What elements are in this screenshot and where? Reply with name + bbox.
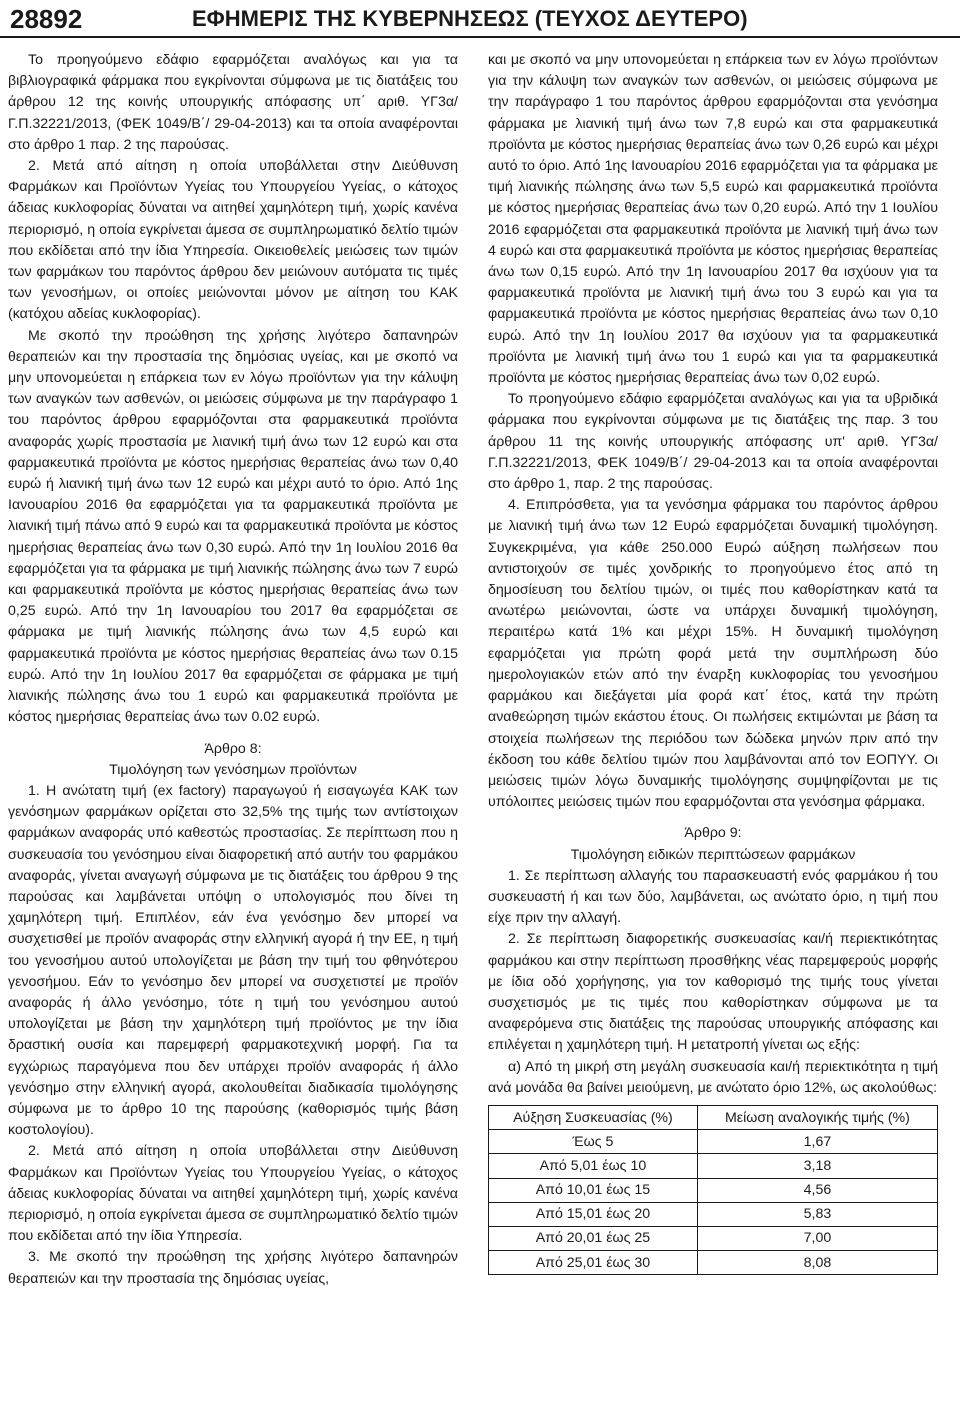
gazette-title: ΕΦΗΜΕΡΙΣ ΤΗΣ ΚΥΒΕΡΝΗΣΕΩΣ (ΤΕΥΧΟΣ ΔΕΥΤΕΡΟ) xyxy=(192,6,748,31)
table-cell: 7,00 xyxy=(697,1226,937,1250)
paragraph: 2. Μετά από αίτηση η οποία υποβάλλεται στην Διεύθυνση Φαρμάκων και Προϊόντων Υγείας του Υπουργείου Υγείας, ο κάτοχος άδειας κυκλοφορίας δύναται να αιτηθεί χαμηλότερη τιμή, χωρίς κανένα περιορισμό, η οποία εγκρίνεται άμεσα σε συμπληρωματικό δελτίο τιμών που εκδίδεται από την ίδια Υπηρεσία. xyxy=(8,1143,458,1245)
paragraph: Με σκοπό την προώθηση της χρήσης λιγότερο δαπανηρών θεραπειών και την προστασία της δημόσιας υγείας, και με σκοπό να μην υπονομεύεται η επάρκεια των εν λόγω προϊόντων για την κάλυψη των αναγκών των ασθενών, οι μειώσεις σύμφωνα με την παράγραφο 1 του παρόντος άρθρου εφαρμόζονται στα φαρμακευτικά προϊόντα αναφοράς χωρίς προστασία με λιανική τιμή άνω των 12 ευρώ και στα φαρμακευτικά προϊόντα με κόστος ημερήσιας θεραπείας άνω των 0,40 ευρώ ή λιανική τιμή άνω των 12 ευρώ και μέχρι αυτό το όριο. Από 1ης Ιανουαρίου 2016 θα εφαρμόζεται για τα φαρμακευτικά προϊόντα με λιανική τιμή πάνω από 9 ευρώ και τα φαρμακευτικά προϊόντα με κόστος ημερήσιας θεραπείας άνω των 0,30 ευρώ. Από την 1η Ιουλίου 2016 θα εφαρμόζεται για τα φάρμακα με τιμή λιανικής πώλησης άνω των 7 ευρώ και φαρμακευτικά προϊόντα με κόστος ημερήσιας θεραπείας άνω των 0,25 ευρώ. Από την 1η Ιανουαρίου του 2017 θα εφαρμόζεται σε φάρμακα με τιμή λιανικής πώλησης άνω των 4,5 ευρώ και φαρμακευτικά προϊόντα με κόστος ημερήσιας θεραπείας άνω των 0.15 ευρώ. Από την 1η Ιουλίου 2017 θα εφαρμόζεται σε φάρμακα με τιμή λιανικής πώλησης άνω του 1 ευρώ και φαρμακευτικά προϊόντα με κόστος ημερήσιας θεραπείας άνω των 0.02 ευρώ. xyxy=(8,327,458,726)
left-column xyxy=(8,50,458,1290)
table-cell: 1,67 xyxy=(697,1130,937,1154)
table-cell: Από 20,01 έως 25 xyxy=(489,1226,698,1250)
table-cell: Από 10,01 έως 15 xyxy=(489,1178,698,1202)
paragraph: 2. Σε περίπτωση διαφορετικής συσκευασίας και/ή περιεκτικότητας φαρμάκου και στην περίπτωση προσθήκης νέας παρεμφερούς μορφής με ίδια οδό χορήγησης, για τον καθορισμό της τιμής τους γίνεται συσχετισμός με τις τιμές που καθορίστηκαν σύμφωνα με τα αναφερόμενα στις διατάξεις της παρούσας υπουργικής απόφασης και επιλέγεται η χαμηλότερη τιμή. Η μετατροπή γίνεται ως εξής: xyxy=(488,931,938,1054)
table-cell: 5,83 xyxy=(697,1202,937,1226)
table-cell: 4,56 xyxy=(697,1178,937,1202)
article-subtitle: Τιμολόγηση των γενόσημων προϊόντων xyxy=(109,761,357,778)
table-row xyxy=(489,1154,938,1178)
paragraph: α) Από τη μικρή στη μεγάλη συσκευασία και/ή περιεκτικότητα η τιμή ανά μονάδα θα βαίνει μειούμενη, με ανώτατο όριο 12%, ως ακολούθως: xyxy=(488,1058,938,1096)
table-cell: Έως 5 xyxy=(489,1130,698,1154)
article-9-heading xyxy=(488,823,938,865)
paragraph: 4. Επιπρόσθετα, για τα γενόσημα φάρμακα του παρόντος άρθρου με λιανική τιμή άνω των 12 Ευρώ εφαρμόζεται δυναμική τιμολόγηση. Συγκεκριμένα, για κάθε 250.000 Ευρώ αύξηση πωλήσεων που αντιστοιχούν σε τιμές χονδρικής το προηγούμενο έτος από τη δημοσίευση του δελτίου τιμών, οι τιμές που καθορίστηκαν κατά τα ανωτέρω μειώνονται, ώστε να υπάρχει δυναμική τιμολόγηση, περαιτέρω κατά 1% και μέχρι 15%. Η δυναμική τιμολόγηση εφαρμόζεται για πρώτη φορά μετά την συμπλήρωση δύο ημερολογιακών ετών από την έναρξη κυκλοφορίας του γενοσήμου φαρμάκου και διεξάγεται μία φορά κατ΄ έτος, κατά την πρώτη αναθεώρηση τιμών εκάστου έτους. Οι πωλήσεις εκτιμώνται με βάση τα στοιχεία πωλήσεων της περιόδου των δώδεκα μηνών πριν από την έκδοση του κάθε δελτίου τιμών που λαμβάνονται από τον ΕΟΠΥΥ. Οι μειώσεις τιμών λόγω δυναμικής τιμολόγησης συμψηφίζονται με τις υπόλοιπες μειώσεις τιμών που εφαρμόζονται στα γενόσημα φάρμακα. xyxy=(488,497,938,811)
page-number: 28892 xyxy=(10,4,83,34)
table-row xyxy=(489,1202,938,1226)
paragraph: Το προηγούμενο εδάφιο εφαρμόζεται αναλόγως και για τα υβριδικά φάρμακα που εγκρίνονται σύμφωνα με τις διατάξεις της παρ. 3 του άρθρου 11 της κοινής υπουργικής απόφασης υπ' αριθ. ΥΓ3α/Γ.Π.32221/2013, ΦΕΚ 1049/Β΄/ 29-04-2013 και τα οποία αναφέρονται στο άρθρο 1, παρ. 2 της παρούσας. xyxy=(488,391,938,493)
article-title: Άρθρο 8: xyxy=(204,740,262,757)
header-rule xyxy=(0,36,960,38)
paragraph: 1. Η ανώτατη τιμή (ex factory) παραγωγού ή εισαγωγέα ΚΑΚ των γενόσημων φαρμάκων ορίζεται στο 32,5% της τιμής των αντίστοιχων φαρμάκων αναφοράς υπό καθεστώς προστασίας. Σε περίπτωση που η συσκευασία του γενόσημου είναι διαφορετική από αυτήν του φαρμάκου αναφοράς, γίνεται αναγωγή σύμφωνα με τις διατάξεις του άρθρου 9 της παρούσας και λαμβάνεται υπόψη ο υπολογισμός που δίνει τη χαμηλότερη τιμή. Επιπλέον, εάν ένα γενόσημο δεν μπορεί να συσχετισθεί με προϊόν αναφοράς στην ελληνική αγορά ή την ΕΕ, η τιμή του γενοσήμου αυτού υπολογίζεται με βάση την τιμή του φθηνότερου γενοσήμου. Εάν το γενόσημο δεν μπορεί να συσχετιστεί με προϊόν αναφοράς ή άλλο γενόσημο, τότε η τιμή του γενόσημου αυτού υπολογίζεται με βάση την χαμηλότερη τιμή προϊόντος με την ίδια δραστική ουσία και παρεμφερή φαρμακοτεχνική μορφή. Για τα εγχώριως παραγόμενα που δεν υπάρχει προϊόν αναφοράς ή άλλο γενόσημο στην ελληνική αγορά, ακολουθείται διαδικασία τιμολόγησης σύμφωνα με το άρθρο 10 της παρούσης (καθορισμός τιμής βάση κοστολογίου). xyxy=(8,782,458,1139)
article-subtitle: Τιμολόγηση ειδικών περιπτώσεων φαρμάκων xyxy=(570,846,856,863)
article-title: Άρθρο 9: xyxy=(684,825,742,842)
price-reduction-table xyxy=(488,1105,938,1275)
table-cell: Από 25,01 έως 30 xyxy=(489,1251,698,1275)
column-header: Μείωση αναλογικής τιμής (%) xyxy=(697,1105,937,1129)
right-column xyxy=(488,50,938,1275)
table-cell: 3,18 xyxy=(697,1154,937,1178)
table-header-row xyxy=(489,1105,938,1129)
table-cell: Από 5,01 έως 10 xyxy=(489,1154,698,1178)
page-header xyxy=(0,0,960,40)
table-row xyxy=(489,1130,938,1154)
article-8-heading xyxy=(8,739,458,781)
paragraph: 1. Σε περίπτωση αλλαγής του παρασκευαστή ενός φαρμάκου ή του συσκευαστή ή και των δύο, λαμβάνεται, ως ανώτατο όριο, η τιμή που είχε πριν την αλλαγή. xyxy=(488,867,938,927)
column-header: Αύξηση Συσκευασίας (%) xyxy=(489,1105,698,1129)
paragraph: 2. Μετά από αίτηση η οποία υποβάλλεται στην Διεύθυνση Φαρμάκων και Προϊόντων Υγείας του Υπουργείου Υγείας, ο κάτοχος άδειας κυκλοφορίας δύναται να αιτηθεί χαμηλότερη τιμή, χωρίς κανένα περιορισμό, η οποία εγκρίνεται άμεσα σε συμπληρωματικό δελτίο τιμών που εκδίδεται από την ίδια Υπηρεσία. Οικειοθελείς μειώσεις των τιμών των φαρμάκων του παρόντος άρθρου δεν μειώνουν αυτόματα τις τιμές των γενοσήμων, οι οποίες μειώνονται μόνον με αίτηση του ΚΑΚ (κατόχου αδείας κυκλοφορίας). xyxy=(8,158,458,323)
paragraph: 3. Με σκοπό την προώθηση της χρήσης λιγότερο δαπανηρών θεραπειών και την προστασία της δημόσιας υγείας, xyxy=(8,1249,458,1287)
paragraph: Το προηγούμενο εδάφιο εφαρμόζεται αναλόγως και για τα βιβλιογραφικά φάρμακα που εγκρίνονται σύμφωνα με τις διατάξεις του άρθρου 12 της κοινής υπουργικής απόφασης υπ΄ αριθ. ΥΓ3α/Γ.Π.32221/2013, (ΦΕΚ 1049/Β΄/ 29-04-2013) και τα οποία αναφέρονται στο άρθρο 1 παρ. 2 της παρούσας. xyxy=(8,52,458,153)
table-cell: 8,08 xyxy=(697,1251,937,1275)
paragraph: και με σκοπό να μην υπονομεύεται η επάρκεια των εν λόγω προϊόντων για την κάλυψη των αναγκών των ασθενών, οι μειώσεις σύμφωνα με την παράγραφο 1 του παρόντος άρθρου εφαρμόζονται στα γενόσημα φάρμακα με λιανική τιμή άνω των 7,8 ευρώ και στα φαρμακευτικά προϊόντα με κόστος ημερήσιας θεραπείας άνω των 0,26 ευρώ και μέχρι αυτό το όριο. Από 1ης Ιανουαρίου 2016 εφαρμόζεται για τα φάρμακα με τιμή λιανικής πώλησης άνω των 5,5 ευρώ και φαρμακευτικά προϊόντα με κόστος ημερήσιας θεραπείας άνω των 0,20 ευρώ. Από την 1 Ιουλίου 2016 εφαρμόζεται στα φαρμακευτικά προϊόντα με λιανική τιμή άνω των 4 ευρώ και στα φαρμακευτικά προϊόντα με κόστος ημερήσιας θεραπείας άνω των 0,15 ευρώ. Από την 1η Ιανουαρίου 2017 θα ισχύουν για τα φαρμακευτικά προϊόντα με λιανική τιμή άνω του 3 ευρώ και για τα φαρμακευτικά προϊόντα με κόστος ημερήσιας θεραπείας άνω των 0,10 ευρώ. Από την 1η Ιουλίου 2017 θα ισχύουν για τα φαρμακευτικά προϊόντα με λιανική τιμή άνω του 1 ευρώ και για τα φαρμακευτικά προϊόντα με κόστος ημερήσιας θεραπείας άνω των 0,02 ευρώ. xyxy=(488,52,938,387)
table-cell: Από 15,01 έως 20 xyxy=(489,1202,698,1226)
table-row xyxy=(489,1251,938,1275)
table-row xyxy=(489,1226,938,1250)
table-row xyxy=(489,1178,938,1202)
